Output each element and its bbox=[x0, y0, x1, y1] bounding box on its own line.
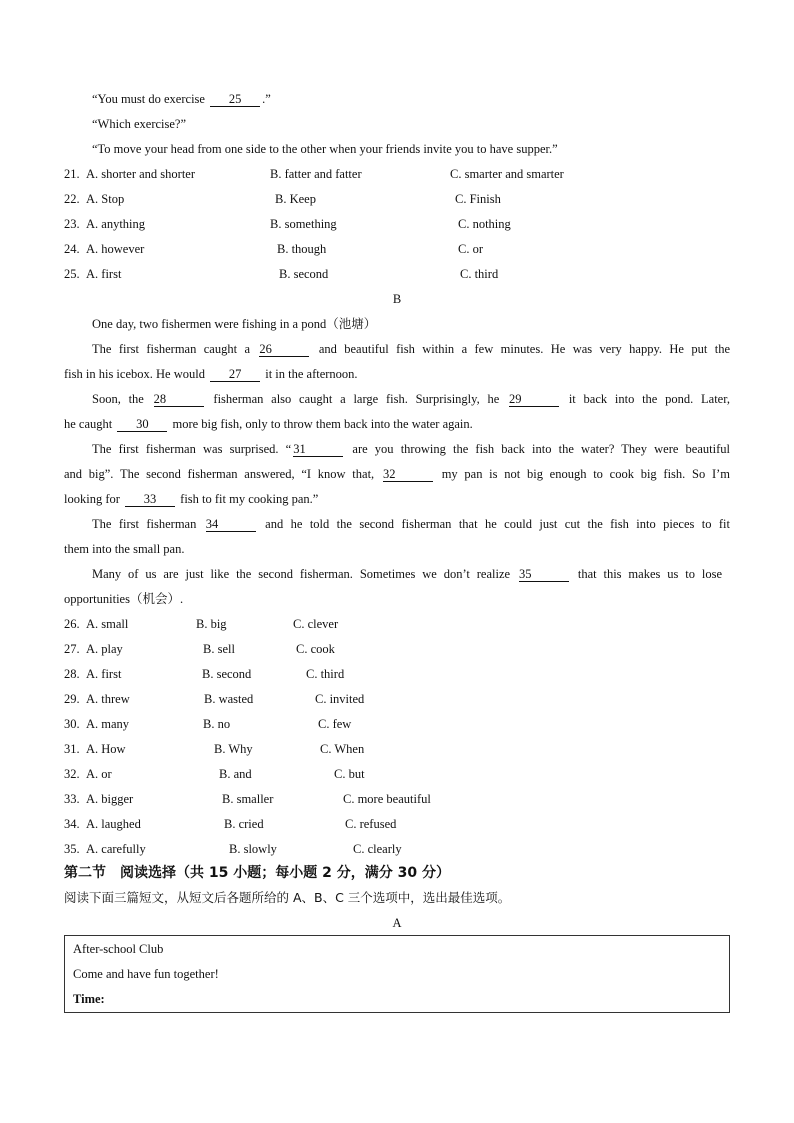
blank-33: 33 bbox=[125, 492, 175, 507]
option-b[interactable]: B. fatter and fatter bbox=[270, 167, 362, 181]
option-c[interactable]: C. or bbox=[458, 242, 483, 256]
blank-25: 25 bbox=[210, 92, 260, 107]
option-c[interactable]: C. invited bbox=[315, 692, 365, 706]
text: Many of us are just like the second fisherman. Sometimes we don’t realize bbox=[92, 567, 511, 581]
club-slogan: Come and have fun together! bbox=[73, 967, 219, 981]
blank-34: 34 bbox=[206, 517, 256, 532]
blank-28: 28 bbox=[154, 392, 204, 407]
club-time-label: Time: bbox=[73, 992, 105, 1006]
question-number: 34. bbox=[64, 817, 80, 831]
text: “You must do exercise bbox=[92, 92, 205, 106]
blank-32: 32 bbox=[383, 467, 433, 482]
passage-line bbox=[92, 566, 722, 582]
option-c[interactable]: C. clearly bbox=[353, 842, 402, 856]
text: more big fish, only to throw them back into the water again. bbox=[172, 417, 473, 431]
question-number: 26. bbox=[64, 617, 80, 631]
option-b[interactable]: B. cried bbox=[224, 817, 264, 831]
option-b[interactable]: B. no bbox=[203, 717, 231, 731]
text: he caught bbox=[64, 417, 113, 431]
option-c[interactable]: C. cook bbox=[296, 642, 335, 656]
option-b[interactable]: B. second bbox=[279, 267, 329, 281]
section-b-label: B bbox=[392, 292, 402, 306]
section-heading: 第二节 阅读选择（共 15 小题；每小题 2 分，满分 30 分） bbox=[64, 865, 450, 881]
option-c[interactable]: C. Finish bbox=[455, 192, 501, 206]
option-c[interactable]: C. smarter and smarter bbox=[450, 167, 564, 181]
question-number: 23. bbox=[64, 217, 80, 231]
text: that this makes us to lose bbox=[577, 567, 723, 581]
text: .” bbox=[262, 92, 271, 106]
question-number: 33. bbox=[64, 792, 80, 806]
option-a[interactable]: A. first bbox=[86, 667, 122, 681]
option-a[interactable]: A. many bbox=[86, 717, 130, 731]
dialogue-line-1 bbox=[92, 91, 271, 107]
passage-line bbox=[92, 391, 730, 407]
option-c[interactable]: C. When bbox=[320, 742, 365, 756]
text: it back into the pond. Later, bbox=[568, 392, 730, 406]
blank-26: 26 bbox=[259, 342, 309, 357]
passage-line bbox=[92, 341, 730, 357]
passage-line bbox=[64, 466, 730, 482]
option-b[interactable]: B. something bbox=[270, 217, 337, 231]
club-notice-box bbox=[64, 935, 730, 1013]
option-a[interactable]: A. first bbox=[86, 267, 122, 281]
option-a[interactable]: A. laughed bbox=[86, 817, 141, 831]
text: fish to fit my cooking pan.” bbox=[180, 492, 319, 506]
question-number: 35. bbox=[64, 842, 80, 856]
club-title: After-school Club bbox=[73, 942, 164, 956]
question-number: 29. bbox=[64, 692, 80, 706]
passage-line bbox=[64, 416, 473, 432]
question-number: 27. bbox=[64, 642, 80, 656]
option-c[interactable]: C. nothing bbox=[458, 217, 511, 231]
passage-line: One day, two fishermen were fishing in a pond（池塘） bbox=[92, 317, 377, 331]
blank-27: 27 bbox=[210, 367, 260, 382]
option-a[interactable]: A. Stop bbox=[86, 192, 125, 206]
option-a[interactable]: A. however bbox=[86, 242, 145, 256]
question-number: 22. bbox=[64, 192, 80, 206]
passage-line: opportunities（机会）. bbox=[64, 592, 184, 606]
option-b[interactable]: B. Keep bbox=[275, 192, 316, 206]
passage-a-label: A bbox=[392, 916, 402, 930]
text: The first fisherman was surprised. “ bbox=[92, 442, 292, 456]
text: The first fisherman caught a bbox=[92, 342, 250, 356]
option-b[interactable]: B. smaller bbox=[222, 792, 274, 806]
text: The first fisherman bbox=[92, 517, 197, 531]
blank-30: 30 bbox=[117, 417, 167, 432]
option-a[interactable]: A. bigger bbox=[86, 792, 134, 806]
option-c[interactable]: C. third bbox=[306, 667, 345, 681]
option-c[interactable]: C. more beautiful bbox=[343, 792, 431, 806]
section-instruction: 阅读下面三篇短文，从短文后各题所给的 A、B、C 三个选项中，选出最佳选项。 bbox=[64, 890, 511, 905]
text: and he told the second fisherman that he could just cut the fish into pieces to fit bbox=[265, 517, 731, 531]
option-b[interactable]: B. and bbox=[219, 767, 252, 781]
option-b[interactable]: B. sell bbox=[203, 642, 235, 656]
passage-line bbox=[64, 366, 358, 382]
option-a[interactable]: A. How bbox=[86, 742, 126, 756]
option-b[interactable]: B. second bbox=[202, 667, 252, 681]
question-number: 31. bbox=[64, 742, 80, 756]
option-c[interactable]: C. refused bbox=[345, 817, 397, 831]
question-number: 21. bbox=[64, 167, 80, 181]
dialogue-line-3: “To move your head from one side to the other when your friends invite you to have supper.” bbox=[92, 142, 558, 156]
passage-line bbox=[64, 491, 318, 507]
text: Soon, the bbox=[92, 392, 144, 406]
option-c[interactable]: C. third bbox=[460, 267, 499, 281]
question-number: 30. bbox=[64, 717, 80, 731]
passage-line bbox=[92, 441, 730, 457]
text: fisherman also caught a large fish. Surprisingly, he bbox=[213, 392, 500, 406]
text: are you throwing the fish back into the water? They were beautiful bbox=[352, 442, 730, 456]
text: looking for bbox=[64, 492, 120, 506]
option-a[interactable]: A. carefully bbox=[86, 842, 146, 856]
option-b[interactable]: B. big bbox=[196, 617, 227, 631]
question-number: 24. bbox=[64, 242, 80, 256]
passage-line bbox=[92, 516, 730, 532]
option-c[interactable]: C. few bbox=[318, 717, 352, 731]
option-b[interactable]: B. slowly bbox=[229, 842, 277, 856]
option-c[interactable]: C. but bbox=[334, 767, 365, 781]
blank-35: 35 bbox=[519, 567, 569, 582]
option-c[interactable]: C. clever bbox=[293, 617, 339, 631]
option-a[interactable]: A. anything bbox=[86, 217, 146, 231]
option-b[interactable]: B. Why bbox=[214, 742, 253, 756]
dialogue-line-2: “Which exercise?” bbox=[92, 117, 187, 131]
option-b[interactable]: B. though bbox=[277, 242, 327, 256]
option-a[interactable]: A. shorter and shorter bbox=[86, 167, 195, 181]
question-number: 32. bbox=[64, 767, 80, 781]
option-a[interactable]: A. threw bbox=[86, 692, 130, 706]
text: my pan is not big enough to cook big fish. So I’m bbox=[441, 467, 731, 481]
question-number: 25. bbox=[64, 267, 80, 281]
passage-line: them into the small pan. bbox=[64, 542, 185, 556]
text: and big”. The second fisherman answered, “I know that, bbox=[64, 467, 375, 481]
question-number: 28. bbox=[64, 667, 80, 681]
blank-29: 29 bbox=[509, 392, 559, 407]
option-a[interactable]: A. or bbox=[86, 767, 112, 781]
option-a[interactable]: A. play bbox=[86, 642, 123, 656]
blank-31: 31 bbox=[293, 442, 343, 457]
text: and beautiful fish within a few minutes. He was very happy. He put the bbox=[318, 342, 731, 356]
option-b[interactable]: B. wasted bbox=[204, 692, 254, 706]
option-a[interactable]: A. small bbox=[86, 617, 129, 631]
text: it in the afternoon. bbox=[265, 367, 358, 381]
text: fish in his icebox. He would bbox=[64, 367, 205, 381]
